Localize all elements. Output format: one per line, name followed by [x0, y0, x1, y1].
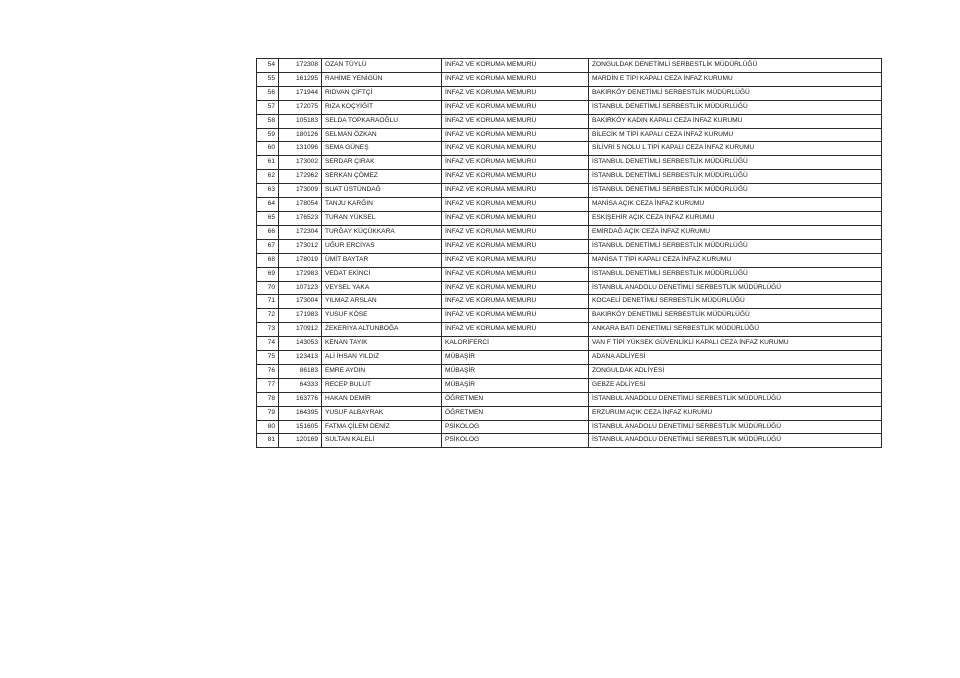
assigned-unit-cell: İSTANBUL DENETİMLİ SERBESTLİK MÜDÜRLÜĞÜ [589, 239, 882, 253]
registry-number-cell: 131096 [279, 142, 322, 156]
assigned-unit-cell: KOCAELİ DENETİMLİ SERBESTLİK MÜDÜRLÜĞÜ [589, 295, 882, 309]
job-title-cell: İNFAZ VE KORUMA MEMURU [442, 184, 589, 198]
assigned-unit-cell: İSTANBUL DENETİMLİ SERBESTLİK MÜDÜRLÜĞÜ [589, 267, 882, 281]
assigned-unit-cell: EMİRDAĞ AÇIK CEZA İNFAZ KURUMU [589, 225, 882, 239]
job-title-cell: İNFAZ VE KORUMA MEMURU [442, 225, 589, 239]
job-title-cell: İNFAZ VE KORUMA MEMURU [442, 156, 589, 170]
registry-number-cell: 161295 [279, 72, 322, 86]
registry-number-cell: 164395 [279, 406, 322, 420]
assigned-unit-cell: SİLİVRİ 5 NOLU L TİPİ KAPALI CEZA İNFAZ KURUMU [589, 142, 882, 156]
table-row [257, 114, 882, 128]
full-name-cell: EMRE AYDIN [322, 364, 442, 378]
job-title-cell: İNFAZ VE KORUMA MEMURU [442, 309, 589, 323]
registry-number-cell: 178019 [279, 253, 322, 267]
assigned-unit-cell: İSTANBUL DENETİMLİ SERBESTLİK MÜDÜRLÜĞÜ [589, 170, 882, 184]
registry-number-cell: 151605 [279, 420, 322, 434]
row-number-cell: 75 [257, 351, 279, 365]
assigned-unit-cell: İSTANBUL ANADOLU DENETİMLİ SERBESTLİK MÜDÜRLÜĞÜ [589, 281, 882, 295]
table-row [257, 434, 882, 448]
row-number-cell: 62 [257, 170, 279, 184]
assigned-unit-cell: ZONGULDAK ADLİYESİ [589, 364, 882, 378]
row-number-cell: 55 [257, 72, 279, 86]
full-name-cell: SEMA GÜNEŞ [322, 142, 442, 156]
full-name-cell: HAKAN DEMİR [322, 392, 442, 406]
assigned-unit-cell: BİLECİK M TİPİ KAPALI CEZA İNFAZ KURUMU [589, 128, 882, 142]
row-number-cell: 68 [257, 253, 279, 267]
registry-number-cell: 107123 [279, 281, 322, 295]
registry-number-cell: 172962 [279, 170, 322, 184]
table-row [257, 267, 882, 281]
job-title-cell: İNFAZ VE KORUMA MEMURU [442, 323, 589, 337]
table-row [257, 170, 882, 184]
job-title-cell: İNFAZ VE KORUMA MEMURU [442, 59, 589, 73]
personnel-table [256, 58, 882, 448]
full-name-cell: RAHİME YENİGÜN [322, 72, 442, 86]
full-name-cell: SELMAN ÖZKAN [322, 128, 442, 142]
assigned-unit-cell: BAKIRKÖY DENETİMLİ SERBESTLİK MÜDÜRLÜĞÜ [589, 309, 882, 323]
job-title-cell: MÜBAŞİR [442, 378, 589, 392]
assigned-unit-cell: MANİSA T TİPİ KAPALI CEZA İNFAZ KURUMU [589, 253, 882, 267]
registry-number-cell: 64333 [279, 378, 322, 392]
table-row [257, 406, 882, 420]
table-row [257, 420, 882, 434]
full-name-cell: SUAT ÜSTÜNDAĞ [322, 184, 442, 198]
job-title-cell: İNFAZ VE KORUMA MEMURU [442, 198, 589, 212]
table-row [257, 364, 882, 378]
job-title-cell: KALORİFERCİ [442, 337, 589, 351]
table-row [257, 211, 882, 225]
job-title-cell: İNFAZ VE KORUMA MEMURU [442, 128, 589, 142]
table-row [257, 156, 882, 170]
full-name-cell: KENAN TAYIK [322, 337, 442, 351]
table-row [257, 225, 882, 239]
job-title-cell: MÜBAŞİR [442, 351, 589, 365]
registry-number-cell: 180126 [279, 128, 322, 142]
full-name-cell: TANJU KARĞIN [322, 198, 442, 212]
full-name-cell: YUSUF KÖSE [322, 309, 442, 323]
table-row [257, 281, 882, 295]
full-name-cell: OZAN TÜYLÜ [322, 59, 442, 73]
full-name-cell: ÜMİT BAYTAR [322, 253, 442, 267]
registry-number-cell: 163776 [279, 392, 322, 406]
registry-number-cell: 173004 [279, 295, 322, 309]
job-title-cell: İNFAZ VE KORUMA MEMURU [442, 281, 589, 295]
job-title-cell: PSİKOLOG [442, 434, 589, 448]
row-number-cell: 65 [257, 211, 279, 225]
assigned-unit-cell: İSTANBUL DENETİMLİ SERBESTLİK MÜDÜRLÜĞÜ [589, 184, 882, 198]
job-title-cell: İNFAZ VE KORUMA MEMURU [442, 267, 589, 281]
registry-number-cell: 172308 [279, 59, 322, 73]
row-number-cell: 59 [257, 128, 279, 142]
job-title-cell: MÜBAŞİR [442, 364, 589, 378]
assigned-unit-cell: ZONGULDAK DENETİMLİ SERBESTLİK MÜDÜRLÜĞÜ [589, 59, 882, 73]
row-number-cell: 57 [257, 100, 279, 114]
row-number-cell: 77 [257, 378, 279, 392]
full-name-cell: ALİ İHSAN YILDIZ [322, 351, 442, 365]
full-name-cell: SELDA TOPKARAOĞLU [322, 114, 442, 128]
row-number-cell: 76 [257, 364, 279, 378]
row-number-cell: 70 [257, 281, 279, 295]
row-number-cell: 78 [257, 392, 279, 406]
table-row [257, 323, 882, 337]
row-number-cell: 73 [257, 323, 279, 337]
registry-number-cell: 173012 [279, 239, 322, 253]
job-title-cell: İNFAZ VE KORUMA MEMURU [442, 86, 589, 100]
job-title-cell: PSİKOLOG [442, 420, 589, 434]
table-row [257, 184, 882, 198]
registry-number-cell: 171983 [279, 309, 322, 323]
registry-number-cell: 172075 [279, 100, 322, 114]
table-row [257, 253, 882, 267]
assigned-unit-cell: BAKIRKÖY KADIN KAPALI CEZA İNFAZ KURUMU [589, 114, 882, 128]
row-number-cell: 66 [257, 225, 279, 239]
assigned-unit-cell: İSTANBUL ANADOLU DENETİMLİ SERBESTLİK MÜDÜRLÜĞÜ [589, 420, 882, 434]
table-row [257, 100, 882, 114]
assigned-unit-cell: ERZURUM AÇIK CEZA İNFAZ KURUMU [589, 406, 882, 420]
registry-number-cell: 105183 [279, 114, 322, 128]
table-row [257, 295, 882, 309]
assigned-unit-cell: VAN F TİPİ YÜKSEK GÜVENLİKLİ KAPALI CEZA İNFAZ KURUMU [589, 337, 882, 351]
full-name-cell: UĞUR ERCİYAS [322, 239, 442, 253]
table-row [257, 128, 882, 142]
table-row [257, 309, 882, 323]
full-name-cell: VEYSEL YAKA [322, 281, 442, 295]
table-row [257, 337, 882, 351]
row-number-cell: 67 [257, 239, 279, 253]
job-title-cell: İNFAZ VE KORUMA MEMURU [442, 211, 589, 225]
row-number-cell: 56 [257, 86, 279, 100]
table-row [257, 198, 882, 212]
full-name-cell: ZEKERİYA ALTUNBOĞA [322, 323, 442, 337]
table-row [257, 72, 882, 86]
assigned-unit-cell: İSTANBUL DENETİMLİ SERBESTLİK MÜDÜRLÜĞÜ [589, 100, 882, 114]
row-number-cell: 80 [257, 420, 279, 434]
job-title-cell: İNFAZ VE KORUMA MEMURU [442, 170, 589, 184]
job-title-cell: İNFAZ VE KORUMA MEMURU [442, 142, 589, 156]
full-name-cell: FATMA ÇİLEM DENİZ [322, 420, 442, 434]
full-name-cell: RIDVAN ÇİFTÇİ [322, 86, 442, 100]
assigned-unit-cell: ADANA ADLİYESİ [589, 351, 882, 365]
assigned-unit-cell: İSTANBUL ANADOLU DENETİMLİ SERBESTLİK MÜDÜRLÜĞÜ [589, 392, 882, 406]
table-row [257, 86, 882, 100]
row-number-cell: 54 [257, 59, 279, 73]
assigned-unit-cell: MANİSA AÇIK CEZA İNFAZ KURUMU [589, 198, 882, 212]
row-number-cell: 74 [257, 337, 279, 351]
table-row [257, 392, 882, 406]
table-row [257, 378, 882, 392]
job-title-cell: İNFAZ VE KORUMA MEMURU [442, 239, 589, 253]
row-number-cell: 72 [257, 309, 279, 323]
full-name-cell: SERKAN ÇÖMEZ [322, 170, 442, 184]
full-name-cell: RIZA KOÇYİĞİT [322, 100, 442, 114]
personnel-list-page [256, 58, 882, 448]
personnel-table-body [257, 59, 882, 448]
job-title-cell: ÖĞRETMEN [442, 392, 589, 406]
full-name-cell: YUSUF ALBAYRAK [322, 406, 442, 420]
full-name-cell: SERDAR ÇIRAK [322, 156, 442, 170]
registry-number-cell: 86183 [279, 364, 322, 378]
job-title-cell: İNFAZ VE KORUMA MEMURU [442, 72, 589, 86]
job-title-cell: ÖĞRETMEN [442, 406, 589, 420]
row-number-cell: 58 [257, 114, 279, 128]
registry-number-cell: 178054 [279, 198, 322, 212]
registry-number-cell: 120169 [279, 434, 322, 448]
row-number-cell: 81 [257, 434, 279, 448]
table-row [257, 351, 882, 365]
row-number-cell: 60 [257, 142, 279, 156]
registry-number-cell: 170912 [279, 323, 322, 337]
full-name-cell: SULTAN KALELİ [322, 434, 442, 448]
registry-number-cell: 171944 [279, 86, 322, 100]
full-name-cell: YILMAZ ARSLAN [322, 295, 442, 309]
table-row [257, 239, 882, 253]
registry-number-cell: 173002 [279, 156, 322, 170]
job-title-cell: İNFAZ VE KORUMA MEMURU [442, 253, 589, 267]
assigned-unit-cell: MARDİN E TİPİ KAPALI CEZA İNFAZ KURUMU [589, 72, 882, 86]
job-title-cell: İNFAZ VE KORUMA MEMURU [442, 295, 589, 309]
assigned-unit-cell: GEBZE ADLİYESİ [589, 378, 882, 392]
row-number-cell: 71 [257, 295, 279, 309]
registry-number-cell: 123413 [279, 351, 322, 365]
registry-number-cell: 176523 [279, 211, 322, 225]
full-name-cell: TURĞAY KÜÇÜKKARA [322, 225, 442, 239]
assigned-unit-cell: BAKIRKÖY DENETİMLİ SERBESTLİK MÜDÜRLÜĞÜ [589, 86, 882, 100]
table-row [257, 59, 882, 73]
table-row [257, 142, 882, 156]
job-title-cell: İNFAZ VE KORUMA MEMURU [442, 114, 589, 128]
full-name-cell: TURAN YÜKSEL [322, 211, 442, 225]
assigned-unit-cell: İSTANBUL ANADOLU DENETİMLİ SERBESTLİK MÜDÜRLÜĞÜ [589, 434, 882, 448]
full-name-cell: VEDAT EKİNCİ [322, 267, 442, 281]
registry-number-cell: 172983 [279, 267, 322, 281]
row-number-cell: 69 [257, 267, 279, 281]
registry-number-cell: 143053 [279, 337, 322, 351]
row-number-cell: 63 [257, 184, 279, 198]
registry-number-cell: 172304 [279, 225, 322, 239]
assigned-unit-cell: ANKARA BATI DENETİMLİ SERBESTLİK MÜDÜRLÜĞÜ [589, 323, 882, 337]
assigned-unit-cell: İSTANBUL DENETİMLİ SERBESTLİK MÜDÜRLÜĞÜ [589, 156, 882, 170]
job-title-cell: İNFAZ VE KORUMA MEMURU [442, 100, 589, 114]
registry-number-cell: 173009 [279, 184, 322, 198]
row-number-cell: 61 [257, 156, 279, 170]
row-number-cell: 79 [257, 406, 279, 420]
full-name-cell: RECEP BULUT [322, 378, 442, 392]
row-number-cell: 64 [257, 198, 279, 212]
assigned-unit-cell: ESKİŞEHİR AÇIK CEZA İNFAZ KURUMU [589, 211, 882, 225]
